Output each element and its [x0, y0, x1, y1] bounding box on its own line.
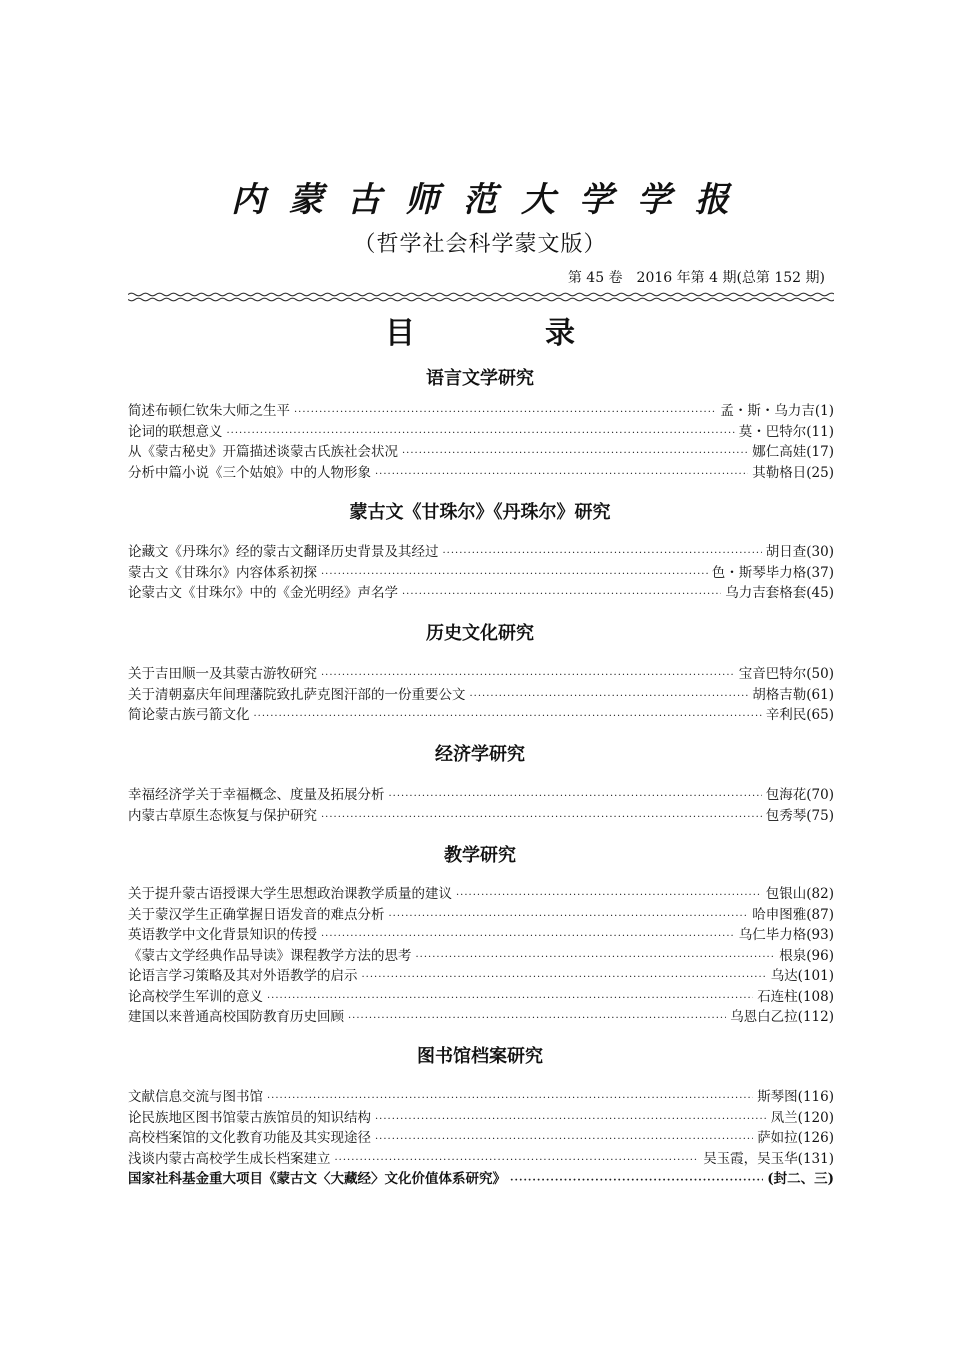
entry-author-page: 莫・巴特尔(11) — [738, 423, 834, 440]
issue-info: 第 45 卷 2016 年第 4 期(总第 152 期) — [567, 270, 825, 286]
section-entries — [128, 664, 834, 726]
wavy-divider — [128, 291, 834, 303]
dot-leader — [375, 465, 748, 486]
entry-author-page: 斯琴图(116) — [757, 1089, 834, 1105]
dot-leader — [389, 787, 762, 808]
section-title: 图书馆档案研究 — [417, 1046, 543, 1067]
dot-leader — [267, 1089, 753, 1110]
entry-title: 建国以来普通高校国防教育历史回顾 — [128, 1009, 344, 1025]
toc-entry[interactable] — [128, 785, 834, 806]
section-entries — [128, 884, 834, 1028]
entry-author-page: 色・斯琴毕力格(37) — [711, 564, 834, 581]
entry-title: 高校档案馆的文化教育功能及其实现途径 — [128, 1130, 371, 1146]
dot-leader — [402, 444, 748, 465]
entry-author-page: 其勒格日(25) — [752, 464, 834, 481]
entry-title: 浅谈内蒙古高校学生成长档案建立 — [128, 1150, 331, 1167]
toc-entry[interactable] — [128, 1149, 834, 1170]
entry-title: 分析中篇小说《三个姑娘》中的人物形象 — [128, 464, 371, 481]
toc-entry[interactable] — [128, 884, 834, 905]
toc-entry[interactable] — [128, 806, 834, 827]
entry-author-page: 娜仁高娃(17) — [752, 444, 834, 460]
toc-entry[interactable] — [128, 966, 834, 987]
toc-entry[interactable] — [128, 1087, 834, 1108]
entry-author-page: 包秀琴(75) — [765, 807, 834, 824]
entry-author-page: 乌恩白乙拉(112) — [730, 1009, 834, 1025]
toc-entry[interactable] — [128, 664, 834, 685]
section-entries — [128, 401, 834, 483]
dot-leader — [321, 666, 735, 687]
toc-entry[interactable] — [128, 946, 834, 967]
section-title: 教学研究 — [444, 845, 516, 866]
toc-heading: 目 录 — [385, 316, 625, 351]
section-entries — [128, 1087, 834, 1190]
entry-title: 简述布顿仁钦朱大师之生平 — [128, 403, 290, 419]
toc-entry[interactable] — [128, 1128, 834, 1149]
toc-entry[interactable] — [128, 1007, 834, 1028]
entry-author-page: 包银山(82) — [765, 886, 834, 902]
dot-leader — [321, 808, 762, 829]
entry-author-page: 胡日查(30) — [765, 544, 834, 560]
toc-entry[interactable] — [128, 422, 834, 443]
entry-title: 论语言学习策略及其对外语教学的启示 — [128, 968, 358, 984]
toc-entry-project-note[interactable] — [128, 1169, 834, 1190]
entry-author-page: 根泉(96) — [779, 947, 834, 964]
entry-author-page: 乌力吉套格套(45) — [725, 585, 834, 601]
dot-leader — [402, 585, 721, 606]
entry-title: 关于蒙汉学生正确掌握日语发音的难点分析 — [128, 906, 385, 923]
entry-title: 关于清朝嘉庆年间理藩院致扎萨克图汗部的一份重要公文 — [128, 686, 466, 703]
toc-entry[interactable] — [128, 583, 834, 604]
entry-title: 内蒙古草原生态恢复与保护研究 — [128, 807, 317, 824]
toc-entry[interactable] — [128, 705, 834, 726]
entry-author-page: (封二、三) — [767, 1171, 834, 1187]
journal-title: 内蒙古师范大学学报 — [231, 180, 753, 220]
entry-title: 幸福经济学关于幸福概念、度量及拓展分析 — [128, 787, 385, 803]
dot-leader — [335, 1151, 700, 1172]
dot-leader — [267, 989, 753, 1010]
toc-entry[interactable] — [128, 442, 834, 463]
entry-author-page: 辛利民(65) — [765, 707, 834, 723]
journal-subtitle: （哲学社会科学蒙文版） — [353, 232, 607, 257]
dot-leader — [375, 1130, 753, 1151]
entry-title: 关于吉田顺一及其蒙古游牧研究 — [128, 666, 317, 682]
entry-title: 简论蒙古族弓箭文化 — [128, 707, 250, 723]
dot-leader — [321, 565, 708, 586]
entry-title: 国家社科基金重大项目《蒙古文〈大藏经〉文化价值体系研究》 — [128, 1171, 506, 1187]
entry-author-page: 乌达(101) — [770, 968, 834, 984]
entry-title: 英语教学中文化背景知识的传授 — [128, 927, 317, 943]
entry-author-page: 包海花(70) — [765, 787, 834, 803]
toc-entry[interactable] — [128, 905, 834, 926]
entry-author-page: 胡格吉勒(61) — [752, 686, 834, 703]
entry-author-page: 孟・斯・乌力吉(1) — [720, 403, 834, 419]
dot-leader — [510, 1171, 763, 1192]
entry-title: 论高校学生军训的意义 — [128, 988, 263, 1005]
dot-leader — [227, 424, 735, 445]
dot-leader — [443, 544, 762, 565]
section-entries — [128, 542, 834, 604]
entry-title: 关于提升蒙古语授课大学生思想政治课教学质量的建议 — [128, 886, 452, 902]
dot-leader — [375, 1110, 767, 1131]
toc-entry[interactable] — [128, 463, 834, 484]
entry-author-page: 萨如拉(126) — [757, 1130, 834, 1146]
dot-leader — [389, 907, 749, 928]
section-title: 蒙古文《甘珠尔》《丹珠尔》研究 — [349, 502, 611, 523]
dot-leader — [321, 927, 735, 948]
dot-leader — [348, 1009, 726, 1030]
toc-entry[interactable] — [128, 563, 834, 584]
entry-author-page: 乌仁毕力格(93) — [738, 927, 834, 943]
section-title: 语言文学研究 — [426, 368, 534, 389]
section-title: 历史文化研究 — [426, 623, 534, 644]
dot-leader — [456, 886, 762, 907]
entry-title: 蒙古文《甘珠尔》内容体系初探 — [128, 564, 317, 581]
toc-entry[interactable] — [128, 401, 834, 422]
entry-author-page: 凤兰(120) — [770, 1109, 834, 1126]
dot-leader — [254, 707, 762, 728]
dot-leader — [362, 968, 767, 989]
toc-entry[interactable] — [128, 925, 834, 946]
section-entries — [128, 785, 834, 826]
entry-title: 《蒙古文学经典作品导读》课程教学方法的思考 — [128, 947, 412, 964]
entry-author-page: 哈申图雅(87) — [752, 906, 834, 923]
dot-leader — [416, 948, 776, 969]
entry-title: 论民族地区图书馆蒙古族馆员的知识结构 — [128, 1109, 371, 1126]
toc-entry[interactable] — [128, 542, 834, 563]
toc-entry[interactable] — [128, 685, 834, 706]
dot-leader — [470, 687, 749, 708]
dot-leader — [294, 403, 716, 424]
entry-author-page: 石连柱(108) — [757, 988, 834, 1005]
entry-author-page: 吴玉霞，吴玉华(131) — [703, 1150, 834, 1167]
toc-entry[interactable] — [128, 987, 834, 1008]
toc-entry[interactable] — [128, 1108, 834, 1129]
entry-title: 从《蒙古秘史》开篇描述谈蒙古氏族社会状况 — [128, 444, 398, 460]
entry-title: 论藏文《丹珠尔》经的蒙古文翻译历史背景及其经过 — [128, 544, 439, 560]
entry-title: 论词的联想意义 — [128, 423, 223, 440]
entry-author-page: 宝音巴特尔(50) — [738, 666, 834, 682]
section-title: 经济学研究 — [435, 744, 525, 765]
entry-title: 文献信息交流与图书馆 — [128, 1089, 263, 1105]
entry-title: 论蒙古文《甘珠尔》中的《金光明经》声名学 — [128, 585, 398, 601]
